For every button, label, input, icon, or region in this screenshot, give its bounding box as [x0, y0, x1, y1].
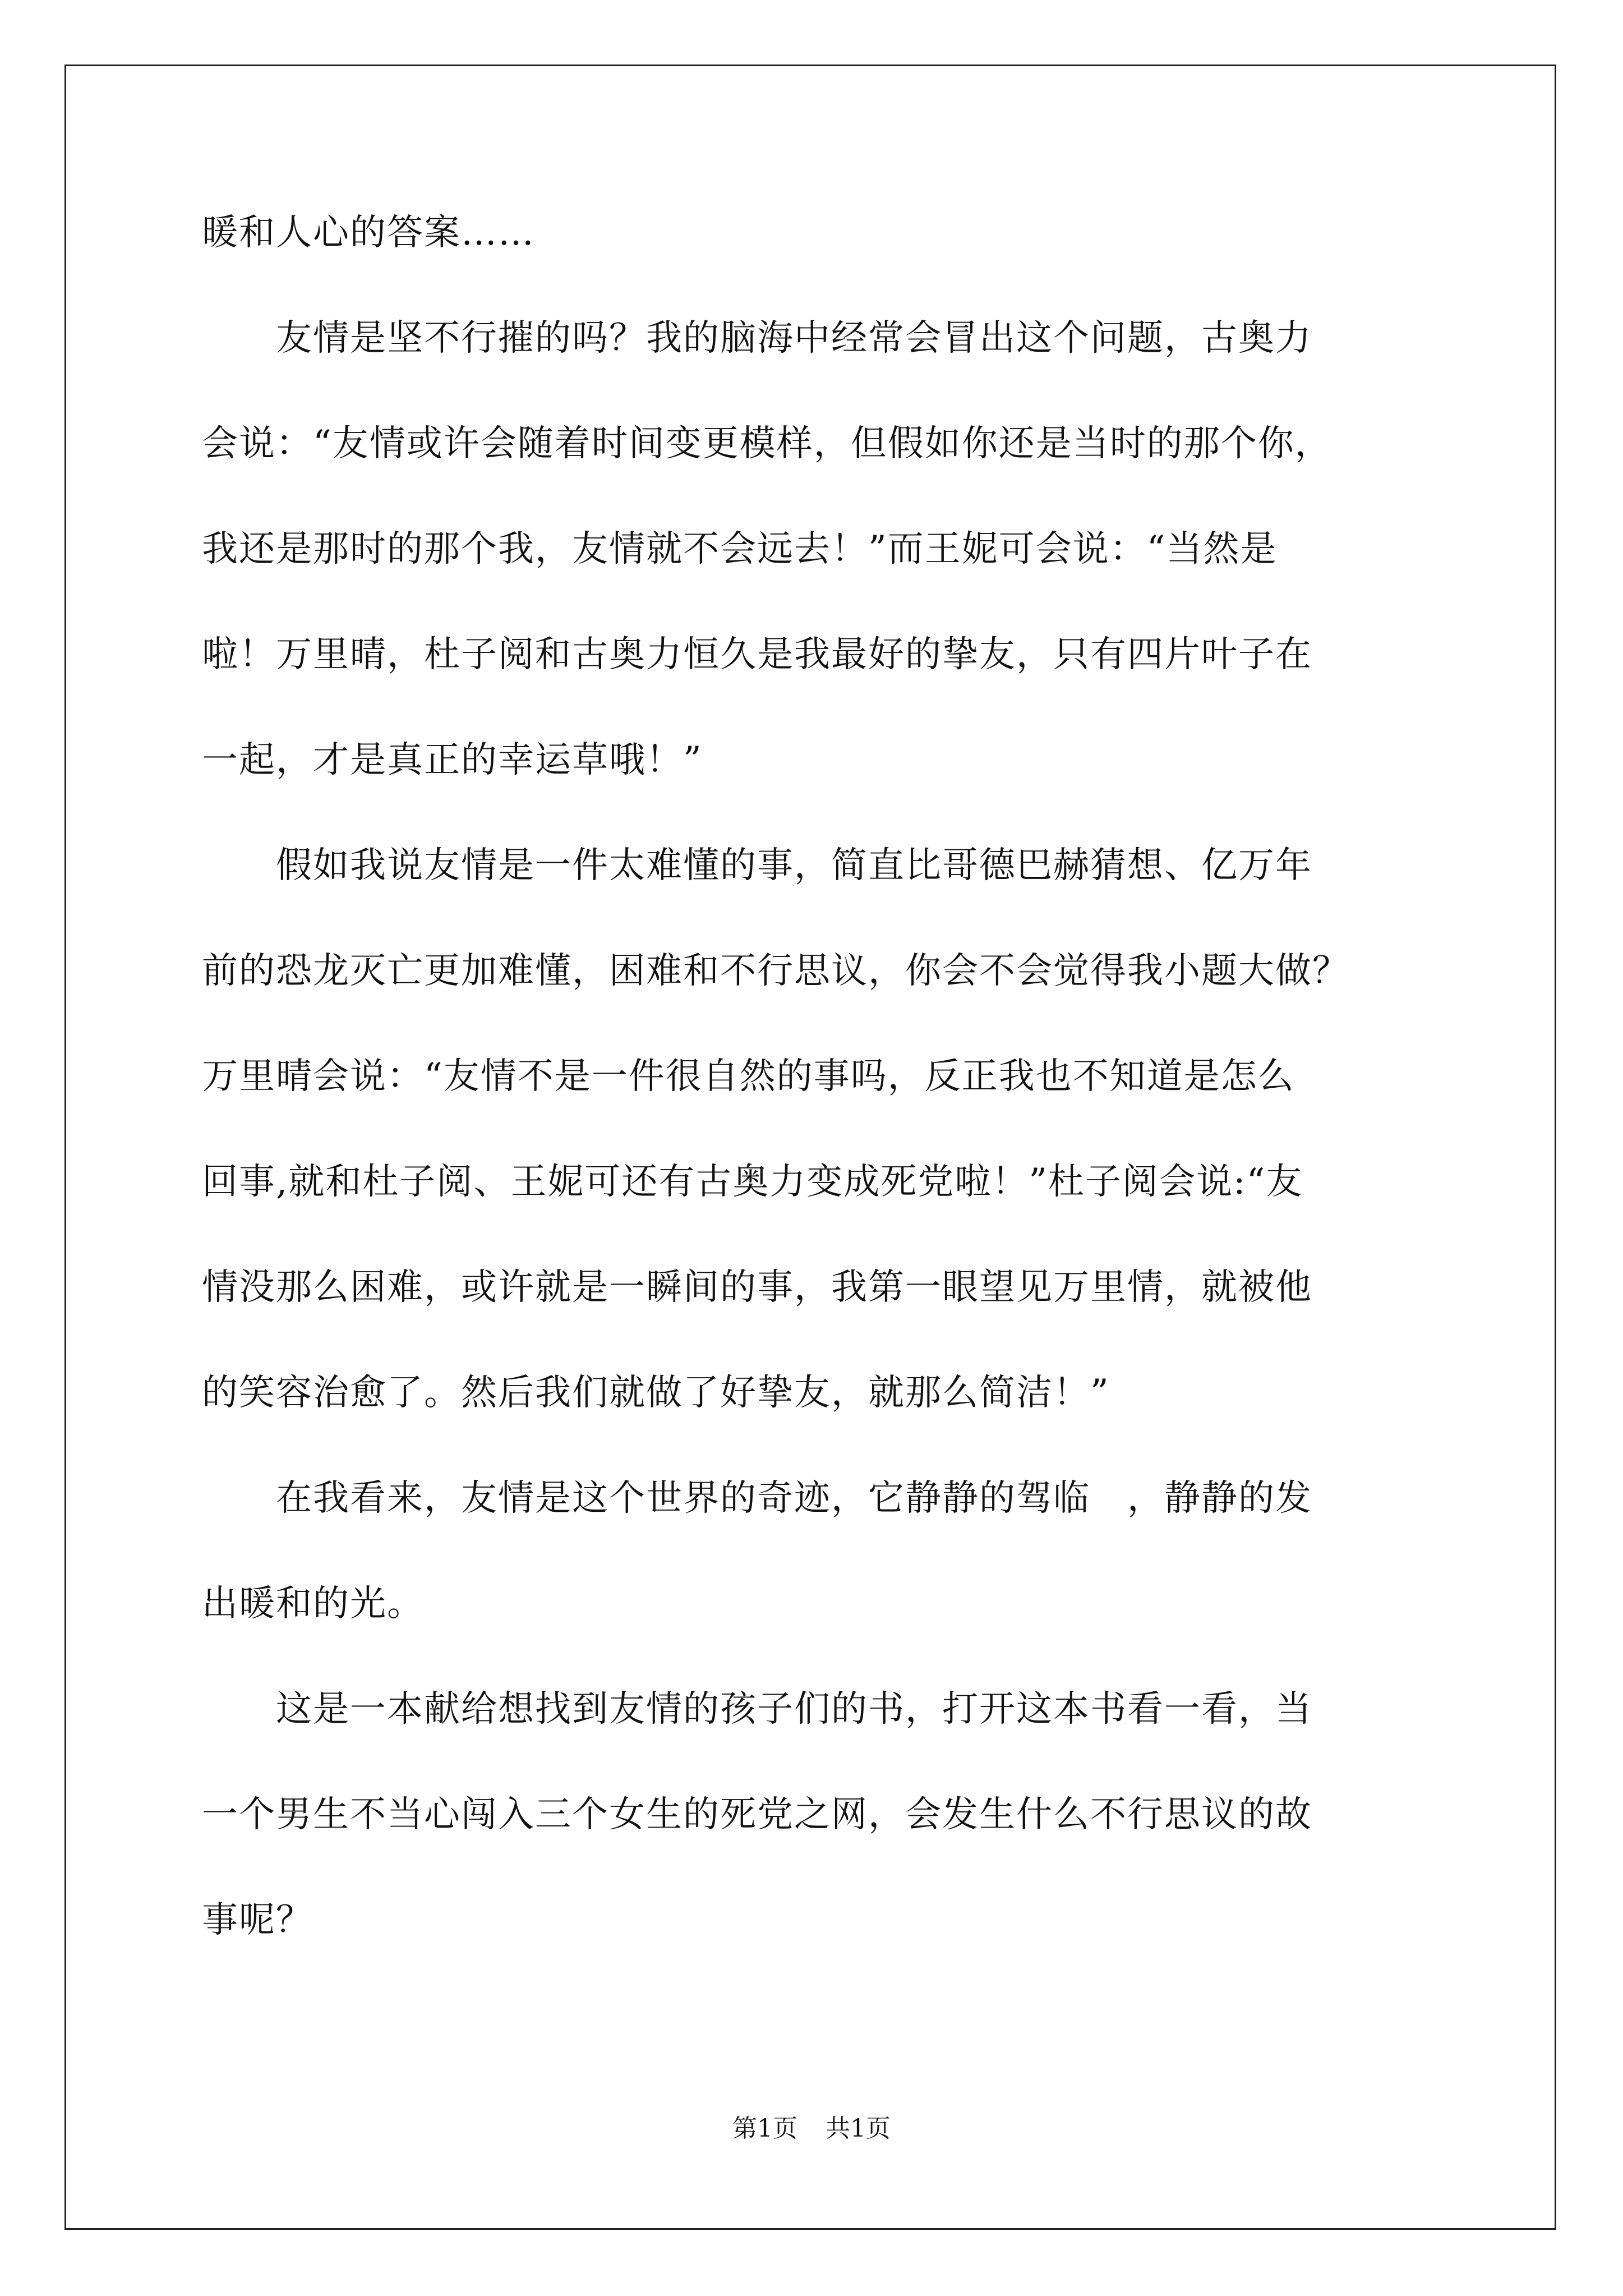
page-total: 共1页	[826, 2114, 891, 2143]
text-line: 这是一本献给想找到友情的孩子们的书，打开这本书看一看，当	[202, 1688, 1312, 1730]
text-line: 回事,就和杜子阅、王妮可还有古奥力变成死党啦！”杜子阅会说:“友	[202, 1161, 1303, 1203]
text-line: 的笑容治愈了。然后我们就做了好挚友，就那么简洁！”	[202, 1372, 1110, 1414]
text-line: 啦！万里晴，杜子阅和古奥力恒久是我最好的挚友，只有四片叶子在	[202, 634, 1312, 675]
page-number: 第1页	[732, 2114, 797, 2143]
text-line: 一个男生不当心闯入三个女生的死党之网，会发生什么不行思议的故	[202, 1794, 1312, 1835]
text-line: 我还是那时的那个我，友情就不会远去！”而王妮可会说：“当然是	[202, 528, 1278, 570]
text-line: 友情是坚不行摧的吗？我的脑海中经常会冒出这个问题，古奥力	[202, 318, 1312, 359]
text-line: 事呢？	[202, 1899, 313, 1941]
text-line: 一起，才是真正的幸运草哦！”	[202, 739, 703, 781]
text-line: 在我看来，友情是这个世界的奇迹，它静静的驾临 ，静静的发	[202, 1478, 1312, 1519]
text-line: 前的恐龙灭亡更加难懂，困难和不行思议，你会不会觉得我小题大做？	[202, 950, 1349, 992]
text-line: 情没那么困难，或许就是一瞬间的事，我第一眼望见万里情，就被他	[202, 1267, 1312, 1308]
text-line: 假如我说友情是一件太难懂的事，简直比哥德巴赫猜想、亿万年	[202, 845, 1312, 886]
text-line: 暖和人心的答案……	[202, 212, 535, 254]
text-line: 出暖和的光。	[202, 1583, 424, 1625]
text-line: 万里晴会说：“友情不是一件很自然的事吗，反正我也不知道是怎么	[202, 1056, 1295, 1097]
page-footer	[0, 2115, 1623, 2143]
text-line: 会说：“友情或许会随着时间变更模样，但假如你还是当时的那个你，	[202, 423, 1332, 464]
